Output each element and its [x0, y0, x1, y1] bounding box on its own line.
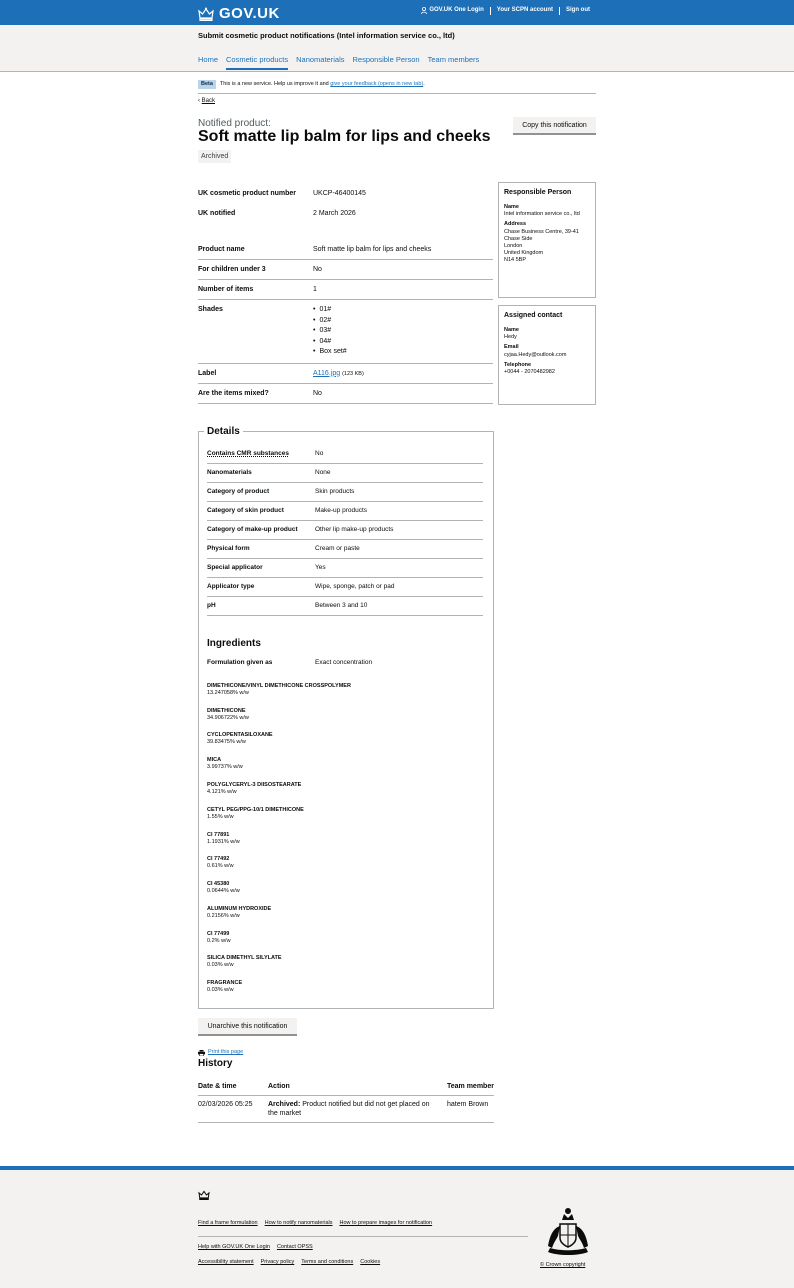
- table-header-row: Date & time Action Team member: [198, 1082, 494, 1096]
- beta-tag: Beta: [198, 80, 216, 89]
- details-row: Category of make-up product Other lip make-up products: [207, 521, 483, 540]
- footer-links-row-3: [198, 1259, 380, 1266]
- brand-text: GOV.UK: [219, 5, 280, 22]
- details-row: Category of product Skin products: [207, 483, 483, 502]
- details-row: Nanomaterials None: [207, 464, 483, 483]
- details-row: Contains CMR substances No: [207, 445, 483, 464]
- page-title: Soft matte lip balm for lips and cheeks: [198, 128, 491, 145]
- assigned-contact-box: Assigned contact Name Hedy Email cyjaa.Hedy@outlook.com Telephone +0044 - 2070482982: [498, 305, 596, 405]
- summary-row: UK notified 2 March 2026: [198, 210, 356, 217]
- nav-nanomaterials[interactable]: Nanomaterials: [296, 55, 345, 64]
- footer-links-row-2: [198, 1244, 313, 1251]
- details-row: pH Between 3 and 10: [207, 597, 483, 616]
- footer-link[interactable]: Terms and conditions: [301, 1259, 354, 1265]
- responsible-person-box: Responsible Person Name Intel information service co., ltd Address Chase Business Centre, 39-41 Chase Side London United Kingdom N14 5BP: [498, 182, 596, 298]
- shades-list: [313, 305, 493, 358]
- list-item: • 02#: [313, 316, 493, 327]
- phase-text: This is a new service. Help us improve it and: [219, 81, 329, 87]
- list-item: • Box set#: [313, 347, 493, 358]
- details-fieldset: [198, 426, 494, 1009]
- service-name[interactable]: Submit cosmetic product notifications (Intel information service co., ltd): [198, 31, 455, 40]
- contact-name: Hedy: [504, 334, 517, 341]
- ingredient-item: POLYGLYCERYL-3 DIISOSTEARATE 4.121% w/w: [207, 782, 302, 796]
- summary-row: Label A116.jpg (123 KB): [198, 364, 493, 384]
- formulation-row: Formulation given as Exact concentration: [207, 659, 373, 666]
- list-item: • 04#: [313, 337, 493, 348]
- file-size: (123 KB): [342, 370, 364, 377]
- copy-notification-button[interactable]: Copy this notification: [513, 117, 596, 133]
- back-link-container: [198, 98, 596, 106]
- one-login-link[interactable]: GOV.UK One Login: [415, 7, 489, 15]
- summary-notification: [198, 184, 493, 223]
- ingredient-item: CI 77891 1.1931% w/w: [207, 832, 240, 846]
- assigned-contact-title: Assigned contact: [504, 312, 563, 319]
- history-title: History: [198, 1058, 233, 1069]
- copyright: [540, 1262, 585, 1269]
- ingredient-item: DIMETHICONE 34.906722% w/w: [207, 708, 249, 722]
- address-line: United Kingdom: [504, 249, 544, 256]
- details-row: Special applicator Yes: [207, 559, 483, 578]
- ingredient-item: ALUMINUM HYDROXIDE 0.2156% w/w: [207, 906, 272, 920]
- details-legend: Details: [204, 425, 243, 438]
- label-file-link[interactable]: A116.jpg: [313, 369, 341, 377]
- list-item: • 03#: [313, 326, 493, 337]
- summary-row: For children under 3 No: [198, 260, 493, 280]
- footer-link[interactable]: How to notify nanomaterials: [264, 1220, 333, 1226]
- ingredient-item: SILICA DIMETHYL SILYLATE 0.03% w/w: [207, 955, 282, 969]
- ingredient-item: CI 77499 0.2% w/w: [207, 931, 231, 945]
- back-link[interactable]: Back: [201, 98, 216, 104]
- ingredient-item: DIMETHICONE/VINYL DIMETHICONE CROSSPOLYMER 13.247058% w/w: [207, 683, 351, 697]
- royal-coat-of-arms-icon: [540, 1202, 596, 1258]
- service-navigation: [0, 25, 794, 72]
- footer-link[interactable]: Cookies: [360, 1259, 381, 1265]
- user-icon: [421, 7, 427, 14]
- summary-product: [198, 240, 493, 404]
- chevron-left-icon: ‹: [198, 98, 202, 104]
- footer-link[interactable]: Find a frame formulation: [198, 1220, 258, 1226]
- address-line: London: [504, 242, 523, 249]
- responsible-name: Intel information service co., ltd: [504, 211, 580, 218]
- footer-link[interactable]: Privacy policy: [260, 1259, 295, 1265]
- nav-responsible-person[interactable]: Responsible Person: [352, 55, 420, 64]
- crown-icon: [198, 7, 214, 21]
- ingredients-title: Ingredients: [207, 638, 261, 649]
- address-line: N14 5BP: [504, 257, 527, 264]
- nav-cosmetic-products[interactable]: Cosmetic products: [226, 55, 288, 70]
- summary-row: Are the items mixed? No: [198, 384, 493, 404]
- address-line: Chase Business Centre, 39-41 Chase Side: [504, 228, 579, 242]
- summary-row: Product name Soft matte lip balm for lips and cheeks: [198, 240, 493, 260]
- footer-divider: [198, 1236, 528, 1237]
- history-table: [198, 1082, 494, 1123]
- footer-crown-icon: [198, 1190, 210, 1200]
- summary-row: UK cosmetic product number UKCP-46400145: [198, 190, 366, 197]
- status-badge: Archived: [198, 150, 231, 163]
- ingredient-item: CI 45380 0.0644% w/w: [207, 881, 240, 895]
- nav-home[interactable]: Home: [198, 55, 219, 64]
- crown-copyright-link[interactable]: © Crown copyright: [540, 1262, 586, 1268]
- printer-icon: [198, 1050, 205, 1056]
- page-caption: Notified product:: [198, 118, 271, 129]
- govuk-logo[interactable]: [198, 4, 280, 24]
- govuk-header: [0, 0, 794, 25]
- service-nav-links: [198, 55, 479, 70]
- footer-link[interactable]: Contact OPSS: [276, 1244, 313, 1250]
- header-nav: [415, 7, 596, 15]
- contact-email: cyjaa.Hedy@outlook.com: [504, 351, 567, 358]
- ingredient-item: MICA 3.99737% w/w: [207, 757, 243, 771]
- scpn-account-link[interactable]: Your SCPN account: [490, 7, 559, 15]
- summary-row: Shades • 01# • 02# • 03# • 04# • Box set#: [198, 300, 493, 364]
- summary-row: Number of items 1: [198, 280, 493, 300]
- sign-out-link[interactable]: Sign out: [559, 7, 596, 15]
- footer-links-row-1: [198, 1220, 432, 1227]
- table-row: 02/03/2026 05:25 Archived: Product notified but did not get placed on the market hatem Brown: [198, 1096, 494, 1123]
- print-link[interactable]: Print this page: [208, 1049, 244, 1055]
- feedback-link[interactable]: give your feedback (opens in new tab): [330, 81, 424, 87]
- phase-banner: Beta This is a new service. Help us improve it and give your feedback (opens in new tab) .: [198, 80, 596, 94]
- contact-telephone: +0044 - 2070482982: [504, 368, 555, 375]
- ingredient-item: CETYL PEG/PPG-10/1 DIMETHICONE 1.55% w/w: [207, 807, 304, 821]
- ingredient-item: FRAGRANCE 0.03% w/w: [207, 980, 243, 994]
- list-item: • 01#: [313, 305, 493, 316]
- footer-link[interactable]: Help with GOV.UK One Login: [198, 1244, 270, 1250]
- ingredient-item: CYCLOPENTASILOXANE 39.83475% w/w: [207, 732, 273, 746]
- footer-link[interactable]: Accessibility statement: [198, 1259, 254, 1265]
- unarchive-button[interactable]: Unarchive this notification: [198, 1018, 297, 1034]
- footer-link[interactable]: How to prepare images for notification: [339, 1220, 433, 1226]
- nav-team-members[interactable]: Team members: [427, 55, 480, 64]
- footer: [0, 1166, 794, 1288]
- print-container: [198, 1049, 243, 1056]
- details-row: Applicator type Wipe, sponge, patch or pad: [207, 578, 483, 597]
- responsible-person-title: Responsible Person: [504, 189, 572, 196]
- details-row: Category of skin product Make-up products: [207, 502, 483, 521]
- details-row: Physical form Cream or paste: [207, 540, 483, 559]
- ingredient-item: CI 77492 0.61% w/w: [207, 856, 234, 870]
